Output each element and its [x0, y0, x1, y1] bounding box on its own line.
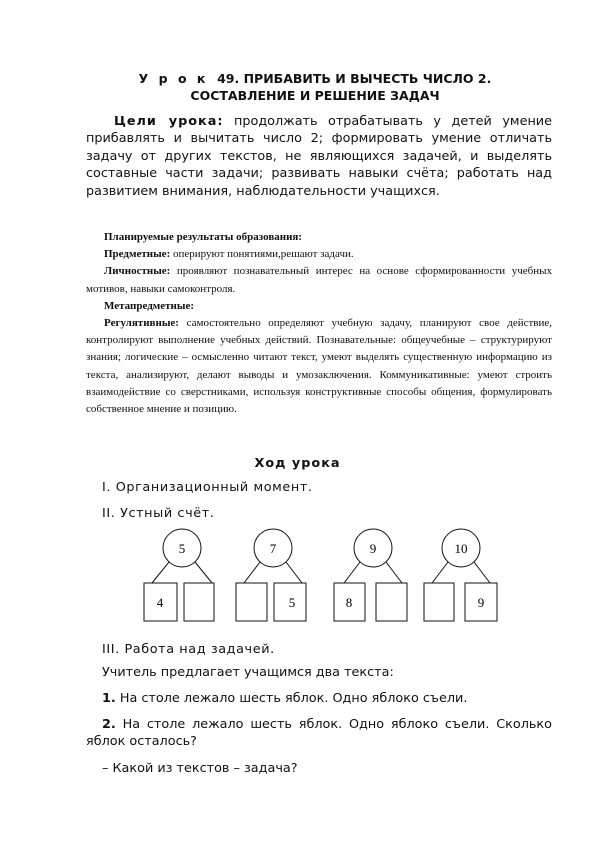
diagram-branch [432, 562, 448, 583]
personal-label: Личностные: [104, 265, 171, 278]
title-lead: У р о к [138, 71, 209, 86]
subject-text: оперируют понятиями,решают задачи. [172, 248, 354, 261]
goals-label: Цели урока: [114, 114, 224, 129]
results-meta-heading: Метапредметные: [104, 299, 195, 312]
diagram-right-number: 9 [477, 595, 485, 610]
subject-label: Предметные: [104, 248, 171, 261]
text-one [102, 690, 467, 707]
meta-reg-label: Регулятивные: [104, 317, 179, 330]
diagram-branch [344, 562, 360, 583]
diagram-left-number: 4 [156, 595, 164, 610]
planned-results [86, 229, 552, 418]
title-rest: 49. ПРИБАВИТЬ И ВЫЧЕСТЬ ЧИСЛО 2. [217, 71, 492, 86]
diagram-box [376, 583, 407, 621]
diagram-branch [474, 562, 490, 583]
text-two-body: На столе лежало шесть яблок. Одно яблоко съели. Сколько яблок осталось? [86, 717, 552, 750]
diagram-box [184, 583, 214, 621]
section-organizational: I. Организационный момент. [102, 480, 313, 495]
diagram-box [236, 583, 267, 621]
diagram-branch [244, 562, 260, 583]
goals-text: продолжать отрабатывать у детей умение прибавлять и вычитать число 2; формировать умение отличать задачу от других текстов, не являющихся задачей, и выделять составные части задачи; развивать навыки счёта; работать над развитием внимания, наблюдательности учащихся. [86, 114, 552, 199]
results-heading: Планируемые результаты образования: [104, 231, 303, 243]
course-heading: Ход урока [254, 456, 341, 471]
teacher-intro: Учитель предлагает учащимся два текста: [102, 665, 394, 680]
diagram-top-number: 9 [369, 541, 377, 556]
text-one-body: На столе лежало шесть яблок. Одно яблоко съели. [119, 691, 468, 706]
text-one-number: 1. [102, 691, 116, 706]
section-oral-count: II. Устный счёт. [102, 506, 215, 521]
diagram-top-number: 5 [178, 541, 186, 556]
results-subject [86, 246, 552, 263]
diagram-branch [286, 562, 302, 583]
diagram-top-number: 10 [454, 541, 468, 556]
diagram-branch [152, 562, 169, 583]
results-personal [86, 263, 552, 297]
diagram-branch [386, 562, 402, 583]
diagram-group-2 [236, 529, 306, 621]
number-composition-diagram [0, 528, 595, 638]
section-task-work: III. Работа над задачей. [102, 642, 275, 657]
text-two [86, 716, 552, 751]
lesson-title [90, 70, 540, 104]
diagram-left-number: 8 [345, 595, 353, 610]
diagram-branch [195, 562, 212, 583]
title-line-1 [90, 70, 540, 87]
text-two-number: 2. [102, 717, 116, 732]
diagram-top-number: 7 [269, 541, 277, 556]
meta-text: самостоятельно определяют учебную задачу, планируют свое действие, контролируют выполнение учебных действий. Познавательные: общеучебные – структурируют знания; логические – осмысленно читают текст, умеют выделять существенную информацию из текста, анализируют, делают выводы и умозаключения. Коммуникативные: умеют строить взаимодействие со сверстниками, используя конструктивные способы общения, формулировать собственное мнение и позицию. [86, 317, 552, 416]
lesson-goals [86, 113, 552, 200]
diagram-group-3 [334, 529, 407, 621]
personal-text: проявляют познавательный интерес на основе сформированности учебных мотивов, навыки самоконтроля. [86, 265, 552, 295]
question: – Какой из текстов – задача? [102, 761, 298, 776]
results-meta [86, 315, 552, 418]
diagram-box [424, 583, 454, 621]
diagram-right-number: 5 [288, 595, 296, 610]
diagram-group-4 [424, 529, 497, 621]
diagram-group-1 [144, 529, 214, 621]
title-line-2: СОСТАВЛЕНИЕ И РЕШЕНИЕ ЗАДАЧ [190, 88, 440, 103]
